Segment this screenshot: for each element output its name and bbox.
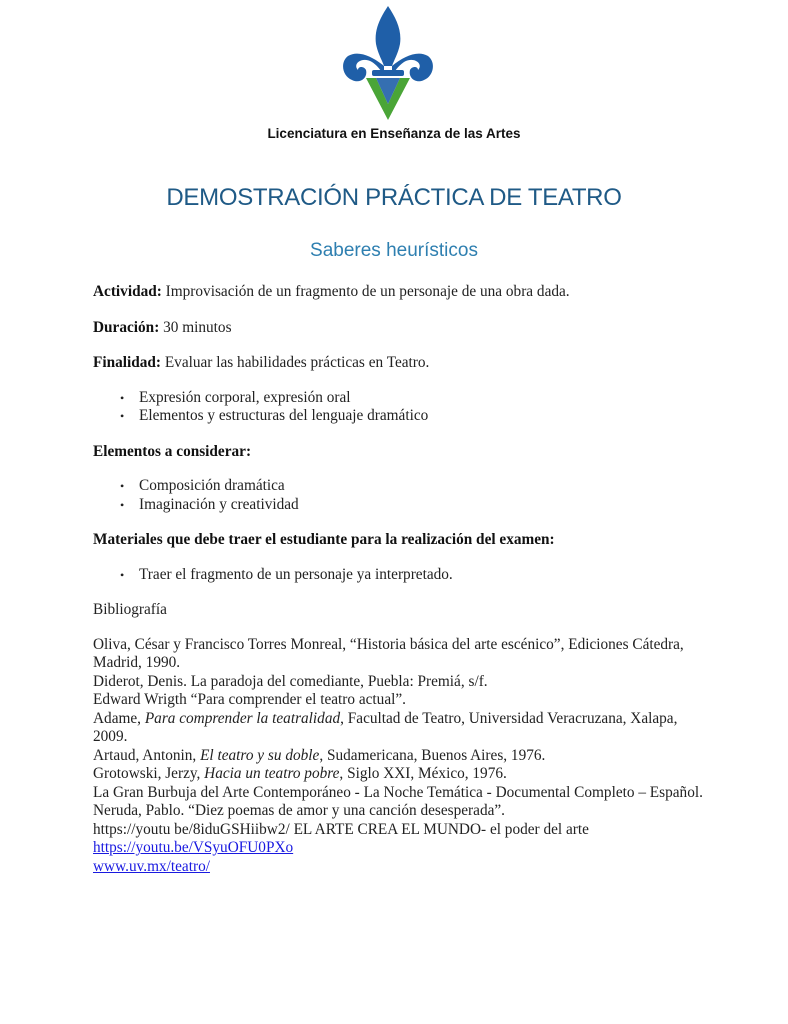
purpose-list xyxy=(93,389,713,426)
reference-author: Grotowski, Jerzy, xyxy=(93,765,205,782)
elements-heading: Elementos a considerar: xyxy=(93,442,252,460)
list-item: • Elementos y estructuras del lenguaje dramático xyxy=(120,407,713,426)
purpose-label: Finalidad: xyxy=(93,354,162,371)
university-logo xyxy=(338,4,438,124)
reference-author: Artaud, Antonin, xyxy=(93,746,201,764)
elements-list xyxy=(93,477,713,514)
reference: Edward Wrigth “Para comprender el teatro actual”. xyxy=(93,691,406,708)
reference-link-line xyxy=(93,839,713,858)
youtube-link[interactable]: https://youtu.be/VSyuOFU0PXo xyxy=(93,839,294,856)
activity-line xyxy=(93,283,713,302)
reference-details: , Siglo XXI, México, 1976. xyxy=(339,765,507,782)
reference: Oliva, César y Francisco Torres Monreal, “Historia básica del arte escénico”, Ediciones Cátedra, Madrid, 1990. xyxy=(93,635,684,671)
bibliography-label: Bibliografía xyxy=(93,601,167,618)
page-title: DEMOSTRACIÓN PRÁCTICA DE TEATRO xyxy=(166,184,622,211)
reference-details: , Sudamericana, Buenos Aires, 1976. xyxy=(319,746,546,764)
list-item: • Expresión corporal, expresión oral xyxy=(120,389,713,408)
page-subtitle: Saberes heurísticos xyxy=(310,240,478,261)
list-item: • Composición dramática xyxy=(120,477,713,496)
reference: Neruda, Pablo. “Diez poemas de amor y una canción desesperada”. xyxy=(93,802,505,819)
reference-author: Adame, xyxy=(93,709,145,727)
reference-link-line xyxy=(93,858,713,877)
reference-details: , Facultad de Teatro, Universidad Veracruzana, Xalapa, 2009. xyxy=(93,709,678,745)
uv-teatro-link[interactable]: www.uv.mx/teatro/ xyxy=(93,857,210,875)
duration-label: Duración: xyxy=(93,318,160,336)
reference: La Gran Burbuja del Arte Contemporáneo - La Noche Temática - Documental Completo – Español. xyxy=(93,783,703,801)
reference: Diderot, Denis. La paradoja del comediante, Puebla: Premiá, s/f. xyxy=(93,672,488,690)
duration-text: 30 minutos xyxy=(159,318,232,336)
materials-heading: Materiales que debe traer el estudiante para la realización del examen: xyxy=(93,531,555,548)
document-body xyxy=(93,283,713,876)
purpose-text: Evaluar las habilidades prácticas en Teatro. xyxy=(161,354,430,371)
activity-text: Improvisación de un fragmento de un personaje de una obra dada. xyxy=(161,283,570,300)
list-item: • Imaginación y creatividad xyxy=(120,496,713,515)
program-name: Licenciatura en Enseñanza de las Artes xyxy=(267,126,521,141)
bibliography-list xyxy=(93,636,713,877)
reference xyxy=(93,747,713,766)
activity-label: Actividad: xyxy=(93,283,162,300)
list-item: • Traer el fragmento de un personaje ya interpretado. xyxy=(120,566,713,585)
duration-line xyxy=(93,319,713,338)
reference-title: Para comprender la teatralidad xyxy=(144,709,341,727)
reference xyxy=(93,710,713,747)
reference xyxy=(93,765,713,784)
reference-title: Hacia un teatro pobre xyxy=(204,765,340,782)
purpose-line xyxy=(93,354,713,373)
reference: https://youtu be/8iduGSHiibw2/ EL ARTE CREA EL MUNDO- el poder del arte xyxy=(93,820,589,838)
materials-list xyxy=(93,566,713,585)
reference-title: El teatro y su doble xyxy=(200,746,320,764)
